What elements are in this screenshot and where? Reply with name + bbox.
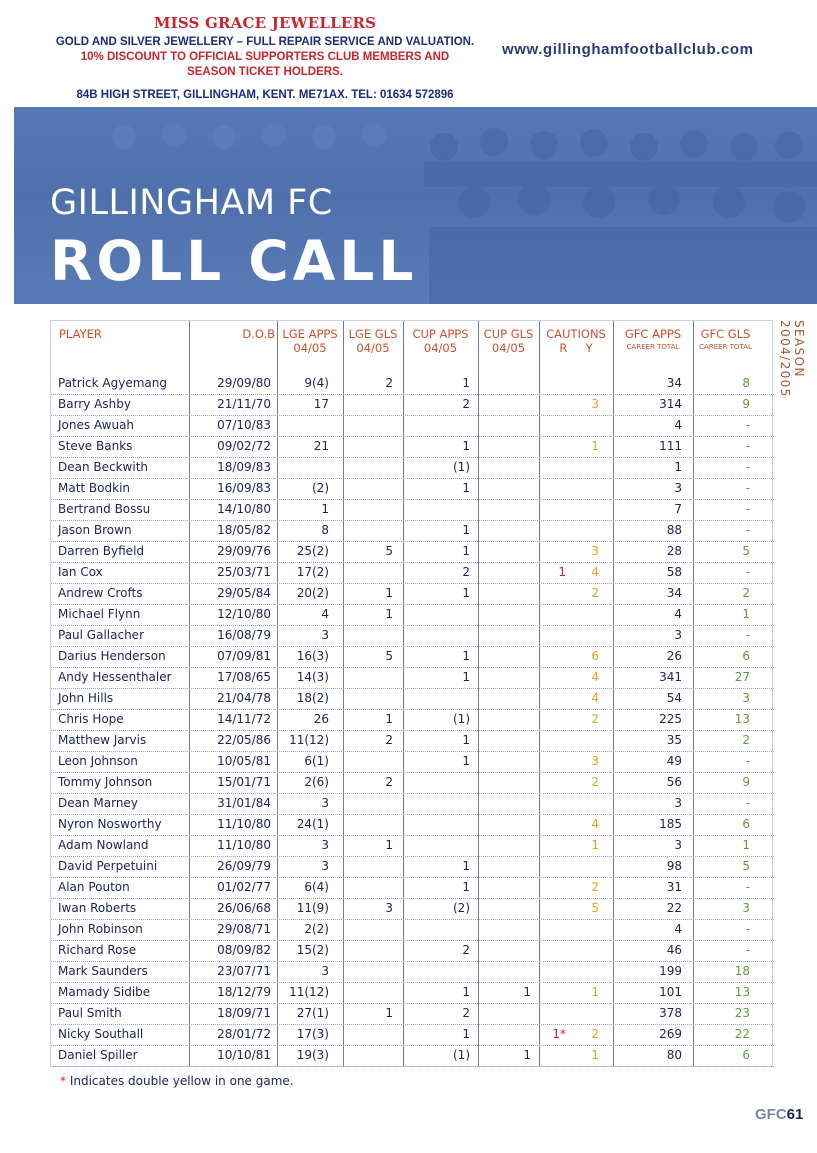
yellow-cards: 2 xyxy=(591,880,599,894)
league-apps: 2(6) xyxy=(304,775,329,789)
career-goals: - xyxy=(745,565,750,579)
page-number-value: 61 xyxy=(786,1106,804,1123)
yellow-cards: 2 xyxy=(591,712,599,726)
league-apps: 17(3) xyxy=(296,1027,329,1041)
career-apps: 56 xyxy=(666,775,682,789)
table-row xyxy=(51,395,774,416)
player-name: Patrick Agyemang xyxy=(58,376,167,390)
table-row xyxy=(51,878,774,899)
player-name: Nyron Nosworthy xyxy=(58,817,162,831)
player-dob: 18/12/79 xyxy=(217,985,271,999)
player-dob: 10/10/81 xyxy=(217,1048,271,1062)
player-dob: 31/01/84 xyxy=(217,796,271,810)
career-apps: 269 xyxy=(659,1027,682,1041)
career-goals: - xyxy=(745,754,750,768)
career-goals: 5 xyxy=(742,544,750,558)
career-apps: 49 xyxy=(666,754,682,768)
header-gfc-apps-sub: CAREER TOTAL xyxy=(626,343,680,351)
header-cautions xyxy=(539,327,613,355)
league-goals: 1 xyxy=(385,1006,393,1020)
league-apps: 19(3) xyxy=(296,1048,329,1062)
player-name: Jason Brown xyxy=(58,523,132,537)
career-apps: 31 xyxy=(666,880,682,894)
career-apps: 28 xyxy=(666,544,682,558)
cup-apps: 2 xyxy=(462,565,470,579)
header-cup-gls xyxy=(478,327,539,355)
career-apps: 3 xyxy=(674,796,682,810)
footnote-text: Indicates double yellow in one game. xyxy=(66,1074,294,1088)
yellow-cards: 3 xyxy=(591,544,599,558)
page-prefix: GFC xyxy=(755,1106,787,1123)
league-apps: 11(12) xyxy=(289,733,329,747)
table-row xyxy=(51,815,774,836)
table-row xyxy=(51,647,774,668)
player-name: Barry Ashby xyxy=(58,397,131,411)
player-dob: 26/06/68 xyxy=(217,901,271,915)
player-dob: 29/05/84 xyxy=(217,586,271,600)
table-row xyxy=(51,899,774,920)
player-name: Tommy Johnson xyxy=(58,775,153,789)
player-dob: 29/09/80 xyxy=(217,376,271,390)
career-apps: 378 xyxy=(659,1006,682,1020)
career-apps: 98 xyxy=(666,859,682,873)
cup-apps: 1 xyxy=(462,733,470,747)
footnote xyxy=(60,1074,294,1088)
player-dob: 28/01/72 xyxy=(217,1027,271,1041)
career-apps: 4 xyxy=(674,922,682,936)
header-lge-gls-label: LGE GLS xyxy=(348,327,398,341)
cup-apps: 1 xyxy=(462,439,470,453)
career-goals: 13 xyxy=(734,712,750,726)
player-name: Paul Gallacher xyxy=(58,628,144,642)
table-row xyxy=(51,710,774,731)
cup-apps: 2 xyxy=(462,1006,470,1020)
league-apps: 1 xyxy=(321,502,329,516)
league-apps: 21 xyxy=(313,439,329,453)
header-gfc-apps xyxy=(613,327,693,353)
career-apps: 3 xyxy=(674,628,682,642)
player-dob: 23/07/71 xyxy=(217,964,271,978)
cup-apps: (1) xyxy=(453,1048,470,1062)
player-name: David Perpetuini xyxy=(58,859,158,873)
table-row xyxy=(51,731,774,752)
yellow-cards: 4 xyxy=(591,691,599,705)
career-goals: - xyxy=(745,523,750,537)
footnote-asterisk: * xyxy=(60,1074,66,1088)
career-apps: 1 xyxy=(674,460,682,474)
league-goals: 2 xyxy=(385,775,393,789)
header-player: PLAYER xyxy=(59,327,102,341)
career-apps: 101 xyxy=(659,985,682,999)
league-apps: 15(2) xyxy=(296,943,329,957)
player-name: Michael Flynn xyxy=(58,607,141,621)
table-row xyxy=(51,1004,774,1025)
table-row xyxy=(51,374,774,395)
advert-discount-line1: 10% DISCOUNT TO OFFICIAL SUPPORTERS CLUB MEMBERS AND xyxy=(80,51,450,63)
league-goals: 5 xyxy=(385,649,393,663)
league-goals: 2 xyxy=(385,733,393,747)
header-cautions-ry: R Y xyxy=(559,341,593,355)
career-apps: 80 xyxy=(666,1048,682,1062)
player-dob: 07/10/83 xyxy=(217,418,271,432)
yellow-cards: 5 xyxy=(591,901,599,915)
cup-apps: 1 xyxy=(462,754,470,768)
league-apps: 6(1) xyxy=(304,754,329,768)
career-goals: 23 xyxy=(734,1006,750,1020)
league-apps: 25(2) xyxy=(296,544,329,558)
table-row xyxy=(51,983,774,1004)
player-name: Darius Henderson xyxy=(58,649,166,663)
career-apps: 3 xyxy=(674,481,682,495)
player-dob: 26/09/79 xyxy=(217,859,271,873)
yellow-cards: 2 xyxy=(591,1027,599,1041)
player-name: Chris Hope xyxy=(58,712,124,726)
cup-apps: 1 xyxy=(462,1027,470,1041)
table-row xyxy=(51,626,774,647)
header-cup-apps-label: CUP APPS xyxy=(412,327,469,341)
player-name: John Hills xyxy=(58,691,114,705)
cup-apps: 1 xyxy=(462,649,470,663)
career-apps: 7 xyxy=(674,502,682,516)
player-dob: 18/05/82 xyxy=(217,523,271,537)
career-goals: - xyxy=(745,922,750,936)
yellow-cards: 3 xyxy=(591,754,599,768)
league-apps: 20(2) xyxy=(296,586,329,600)
table-row xyxy=(51,689,774,710)
career-goals: 22 xyxy=(734,1027,750,1041)
career-goals: - xyxy=(745,460,750,474)
header-lge-apps-label: LGE APPS xyxy=(282,327,338,341)
player-dob: 11/10/80 xyxy=(217,817,271,831)
career-apps: 4 xyxy=(674,418,682,432)
player-dob: 10/05/81 xyxy=(217,754,271,768)
player-dob: 09/02/72 xyxy=(217,439,271,453)
career-apps: 34 xyxy=(666,586,682,600)
cup-apps: 1 xyxy=(462,880,470,894)
player-name: Adam Nowland xyxy=(58,838,149,852)
career-apps: 35 xyxy=(666,733,682,747)
career-goals: - xyxy=(745,439,750,453)
career-apps: 26 xyxy=(666,649,682,663)
cup-apps: 1 xyxy=(462,985,470,999)
career-apps: 185 xyxy=(659,817,682,831)
league-goals: 3 xyxy=(385,901,393,915)
player-dob: 29/09/76 xyxy=(217,544,271,558)
player-name: Ian Cox xyxy=(58,565,103,579)
banner-title: ROLL CALL xyxy=(50,229,418,293)
player-name: Alan Pouton xyxy=(58,880,130,894)
table-row xyxy=(51,794,774,815)
league-apps: 3 xyxy=(321,859,329,873)
league-apps: 24(1) xyxy=(296,817,329,831)
club-website: www.gillinghamfootballclub.com xyxy=(502,41,754,58)
table-row xyxy=(51,962,774,983)
league-apps: 2(2) xyxy=(304,922,329,936)
league-apps: 11(9) xyxy=(296,901,329,915)
header-cup-apps-season: 04/05 xyxy=(423,341,458,355)
league-apps: 4 xyxy=(321,607,329,621)
table-row xyxy=(51,920,774,941)
player-name: Dean Beckwith xyxy=(58,460,149,474)
cup-apps: 1 xyxy=(462,523,470,537)
league-apps: 27(1) xyxy=(296,1006,329,1020)
league-apps: 3 xyxy=(321,838,329,852)
player-name: Daniel Spiller xyxy=(58,1048,138,1062)
career-goals: 5 xyxy=(742,859,750,873)
team-photo-banner xyxy=(14,107,817,304)
player-name: Mark Saunders xyxy=(58,964,148,978)
cup-apps: 1 xyxy=(462,586,470,600)
career-goals: 3 xyxy=(742,691,750,705)
player-dob: 01/02/77 xyxy=(217,880,271,894)
season-label: SEASON 2004/2005 xyxy=(778,320,806,398)
career-goals: 9 xyxy=(742,775,750,789)
career-goals: 18 xyxy=(734,964,750,978)
player-name: Matt Bodkin xyxy=(58,481,131,495)
league-apps: 16(3) xyxy=(296,649,329,663)
yellow-cards: 2 xyxy=(591,775,599,789)
career-goals: - xyxy=(745,481,750,495)
yellow-cards: 1 xyxy=(591,439,599,453)
sponsor-advert xyxy=(40,14,490,101)
table-row xyxy=(51,773,774,794)
player-dob: 11/10/80 xyxy=(217,838,271,852)
cup-apps: 1 xyxy=(462,544,470,558)
career-apps: 111 xyxy=(659,439,682,453)
career-goals: - xyxy=(745,796,750,810)
career-goals: 9 xyxy=(742,397,750,411)
player-dob: 21/04/78 xyxy=(217,691,271,705)
league-apps: 3 xyxy=(321,964,329,978)
cup-apps: 1 xyxy=(462,859,470,873)
page-number xyxy=(755,1106,803,1123)
cup-apps: 1 xyxy=(462,481,470,495)
player-name: Leon Johnson xyxy=(58,754,138,768)
yellow-cards: 3 xyxy=(591,397,599,411)
table-row xyxy=(51,1046,774,1067)
cup-goals: 1 xyxy=(523,1048,531,1062)
career-apps: 22 xyxy=(666,901,682,915)
league-apps: 14(3) xyxy=(296,670,329,684)
player-dob: 16/08/79 xyxy=(217,628,271,642)
header-gfc-gls-label: GFC GLS xyxy=(700,327,751,341)
league-apps: 18(2) xyxy=(296,691,329,705)
cup-apps: (1) xyxy=(453,712,470,726)
league-goals: 1 xyxy=(385,838,393,852)
career-apps: 341 xyxy=(659,670,682,684)
player-dob: 16/09/83 xyxy=(217,481,271,495)
career-goals: 1 xyxy=(742,838,750,852)
red-cards: 1 xyxy=(558,565,566,579)
header-gfc-apps-label: GFC APPS xyxy=(624,327,682,341)
player-name: Matthew Jarvis xyxy=(58,733,147,747)
league-goals: 1 xyxy=(385,586,393,600)
career-goals: 6 xyxy=(742,649,750,663)
header-dob: D.O.B xyxy=(242,327,275,341)
cup-apps: 1 xyxy=(462,670,470,684)
table-row xyxy=(51,437,774,458)
career-apps: 3 xyxy=(674,838,682,852)
table-row xyxy=(51,416,774,437)
player-name: Steve Banks xyxy=(58,439,133,453)
table-row xyxy=(51,752,774,773)
career-goals: 2 xyxy=(742,733,750,747)
league-apps: 17(2) xyxy=(296,565,329,579)
career-apps: 199 xyxy=(659,964,682,978)
header-gfc-gls-sub: CAREER TOTAL xyxy=(699,343,752,351)
cup-apps: (2) xyxy=(453,901,470,915)
career-goals: - xyxy=(745,943,750,957)
advert-services: GOLD AND SILVER JEWELLERY – FULL REPAIR SERVICE AND VALUATION. xyxy=(55,36,475,48)
table-row xyxy=(51,458,774,479)
career-goals: 8 xyxy=(742,376,750,390)
career-apps: 34 xyxy=(666,376,682,390)
red-cards: 1* xyxy=(552,1027,566,1041)
header-lge-apps xyxy=(277,327,343,355)
career-apps: 54 xyxy=(666,691,682,705)
roll-call-table xyxy=(50,320,773,1067)
career-goals: 2 xyxy=(742,586,750,600)
career-apps: 46 xyxy=(666,943,682,957)
yellow-cards: 1 xyxy=(591,985,599,999)
player-dob: 22/05/86 xyxy=(217,733,271,747)
career-goals: 13 xyxy=(734,985,750,999)
career-goals: - xyxy=(745,880,750,894)
player-name: Jones Awuah xyxy=(58,418,135,432)
league-goals: 1 xyxy=(385,712,393,726)
league-apps: (2) xyxy=(312,481,329,495)
header-lge-apps-season: 04/05 xyxy=(293,341,327,355)
header-cautions-label: CAUTIONS xyxy=(546,327,606,341)
league-apps: 3 xyxy=(321,628,329,642)
table-row xyxy=(51,479,774,500)
league-apps: 26 xyxy=(313,712,329,726)
career-goals: 6 xyxy=(742,817,750,831)
table-row xyxy=(51,605,774,626)
player-dob: 12/10/80 xyxy=(217,607,271,621)
table-row xyxy=(51,857,774,878)
player-dob: 18/09/83 xyxy=(217,460,271,474)
player-name: Richard Rose xyxy=(58,943,137,957)
career-goals: - xyxy=(745,628,750,642)
cup-apps: 2 xyxy=(462,397,470,411)
cup-apps: 2 xyxy=(462,943,470,957)
league-apps: 11(12) xyxy=(289,985,329,999)
cup-goals: 1 xyxy=(523,985,531,999)
career-goals: 27 xyxy=(734,670,750,684)
table-row xyxy=(51,668,774,689)
player-name: Iwan Roberts xyxy=(58,901,137,915)
player-dob: 21/11/70 xyxy=(217,397,271,411)
table-row xyxy=(51,584,774,605)
player-dob: 25/03/71 xyxy=(217,565,271,579)
career-goals: - xyxy=(745,418,750,432)
career-goals: 6 xyxy=(742,1048,750,1062)
player-dob: 15/01/71 xyxy=(217,775,271,789)
career-goals: - xyxy=(745,502,750,516)
yellow-cards: 4 xyxy=(591,670,599,684)
yellow-cards: 1 xyxy=(591,1048,599,1062)
cup-apps: (1) xyxy=(453,460,470,474)
yellow-cards: 4 xyxy=(591,817,599,831)
league-apps: 3 xyxy=(321,796,329,810)
player-name: Mamady Sidibe xyxy=(58,985,151,999)
league-goals: 5 xyxy=(385,544,393,558)
league-goals: 1 xyxy=(385,607,393,621)
advert-title: MISS GRACE JEWELLERS xyxy=(153,14,377,32)
header-cup-gls-label: CUP GLS xyxy=(483,327,534,341)
player-dob: 29/08/71 xyxy=(217,922,271,936)
player-name: Andrew Crofts xyxy=(58,586,143,600)
player-dob: 07/09/81 xyxy=(217,649,271,663)
career-apps: 314 xyxy=(659,397,682,411)
table-row xyxy=(51,941,774,962)
table-row xyxy=(51,500,774,521)
header-lge-gls xyxy=(343,327,403,355)
player-name: Andy Hessenthaler xyxy=(58,670,172,684)
yellow-cards: 6 xyxy=(591,649,599,663)
league-apps: 17 xyxy=(313,397,329,411)
career-apps: 225 xyxy=(659,712,682,726)
advert-discount-line2: SEASON TICKET HOLDERS. xyxy=(187,66,343,78)
player-name: Nicky Southall xyxy=(58,1027,144,1041)
league-apps: 8 xyxy=(321,523,329,537)
career-apps: 4 xyxy=(674,607,682,621)
player-dob: 18/09/71 xyxy=(217,1006,271,1020)
header-cup-apps xyxy=(403,327,478,355)
table-row xyxy=(51,563,774,584)
career-apps: 88 xyxy=(666,523,682,537)
player-name: Bertrand Bossu xyxy=(58,502,151,516)
table-row xyxy=(51,521,774,542)
player-name: Darren Byfield xyxy=(58,544,145,558)
yellow-cards: 4 xyxy=(591,565,599,579)
career-apps: 58 xyxy=(666,565,682,579)
career-goals: 3 xyxy=(742,901,750,915)
advert-address: 84B HIGH STREET, GILLINGHAM, KENT. ME71AX. TEL: 01634 572896 xyxy=(76,89,454,101)
table-row xyxy=(51,542,774,563)
header-cup-gls-season: 04/05 xyxy=(491,341,526,355)
header-gfc-gls xyxy=(693,327,758,353)
player-dob: 14/10/80 xyxy=(217,502,271,516)
cup-apps: 1 xyxy=(462,376,470,390)
table-row xyxy=(51,1025,774,1046)
yellow-cards: 1 xyxy=(591,838,599,852)
league-apps: 9(4) xyxy=(304,376,329,390)
player-dob: 14/11/72 xyxy=(217,712,271,726)
league-goals: 2 xyxy=(385,376,393,390)
player-name: Paul Smith xyxy=(58,1006,122,1020)
player-name: John Robinson xyxy=(58,922,143,936)
table-row xyxy=(51,836,774,857)
career-goals: 1 xyxy=(742,607,750,621)
advert-discount xyxy=(40,50,490,80)
player-dob: 17/08/65 xyxy=(217,670,271,684)
player-dob: 08/09/82 xyxy=(217,943,271,957)
league-apps: 6(4) xyxy=(304,880,329,894)
player-name: Dean Marney xyxy=(58,796,138,810)
yellow-cards: 2 xyxy=(591,586,599,600)
header-lge-gls-season: 04/05 xyxy=(356,341,390,355)
banner-subtitle: GILLINGHAM FC xyxy=(50,183,333,223)
